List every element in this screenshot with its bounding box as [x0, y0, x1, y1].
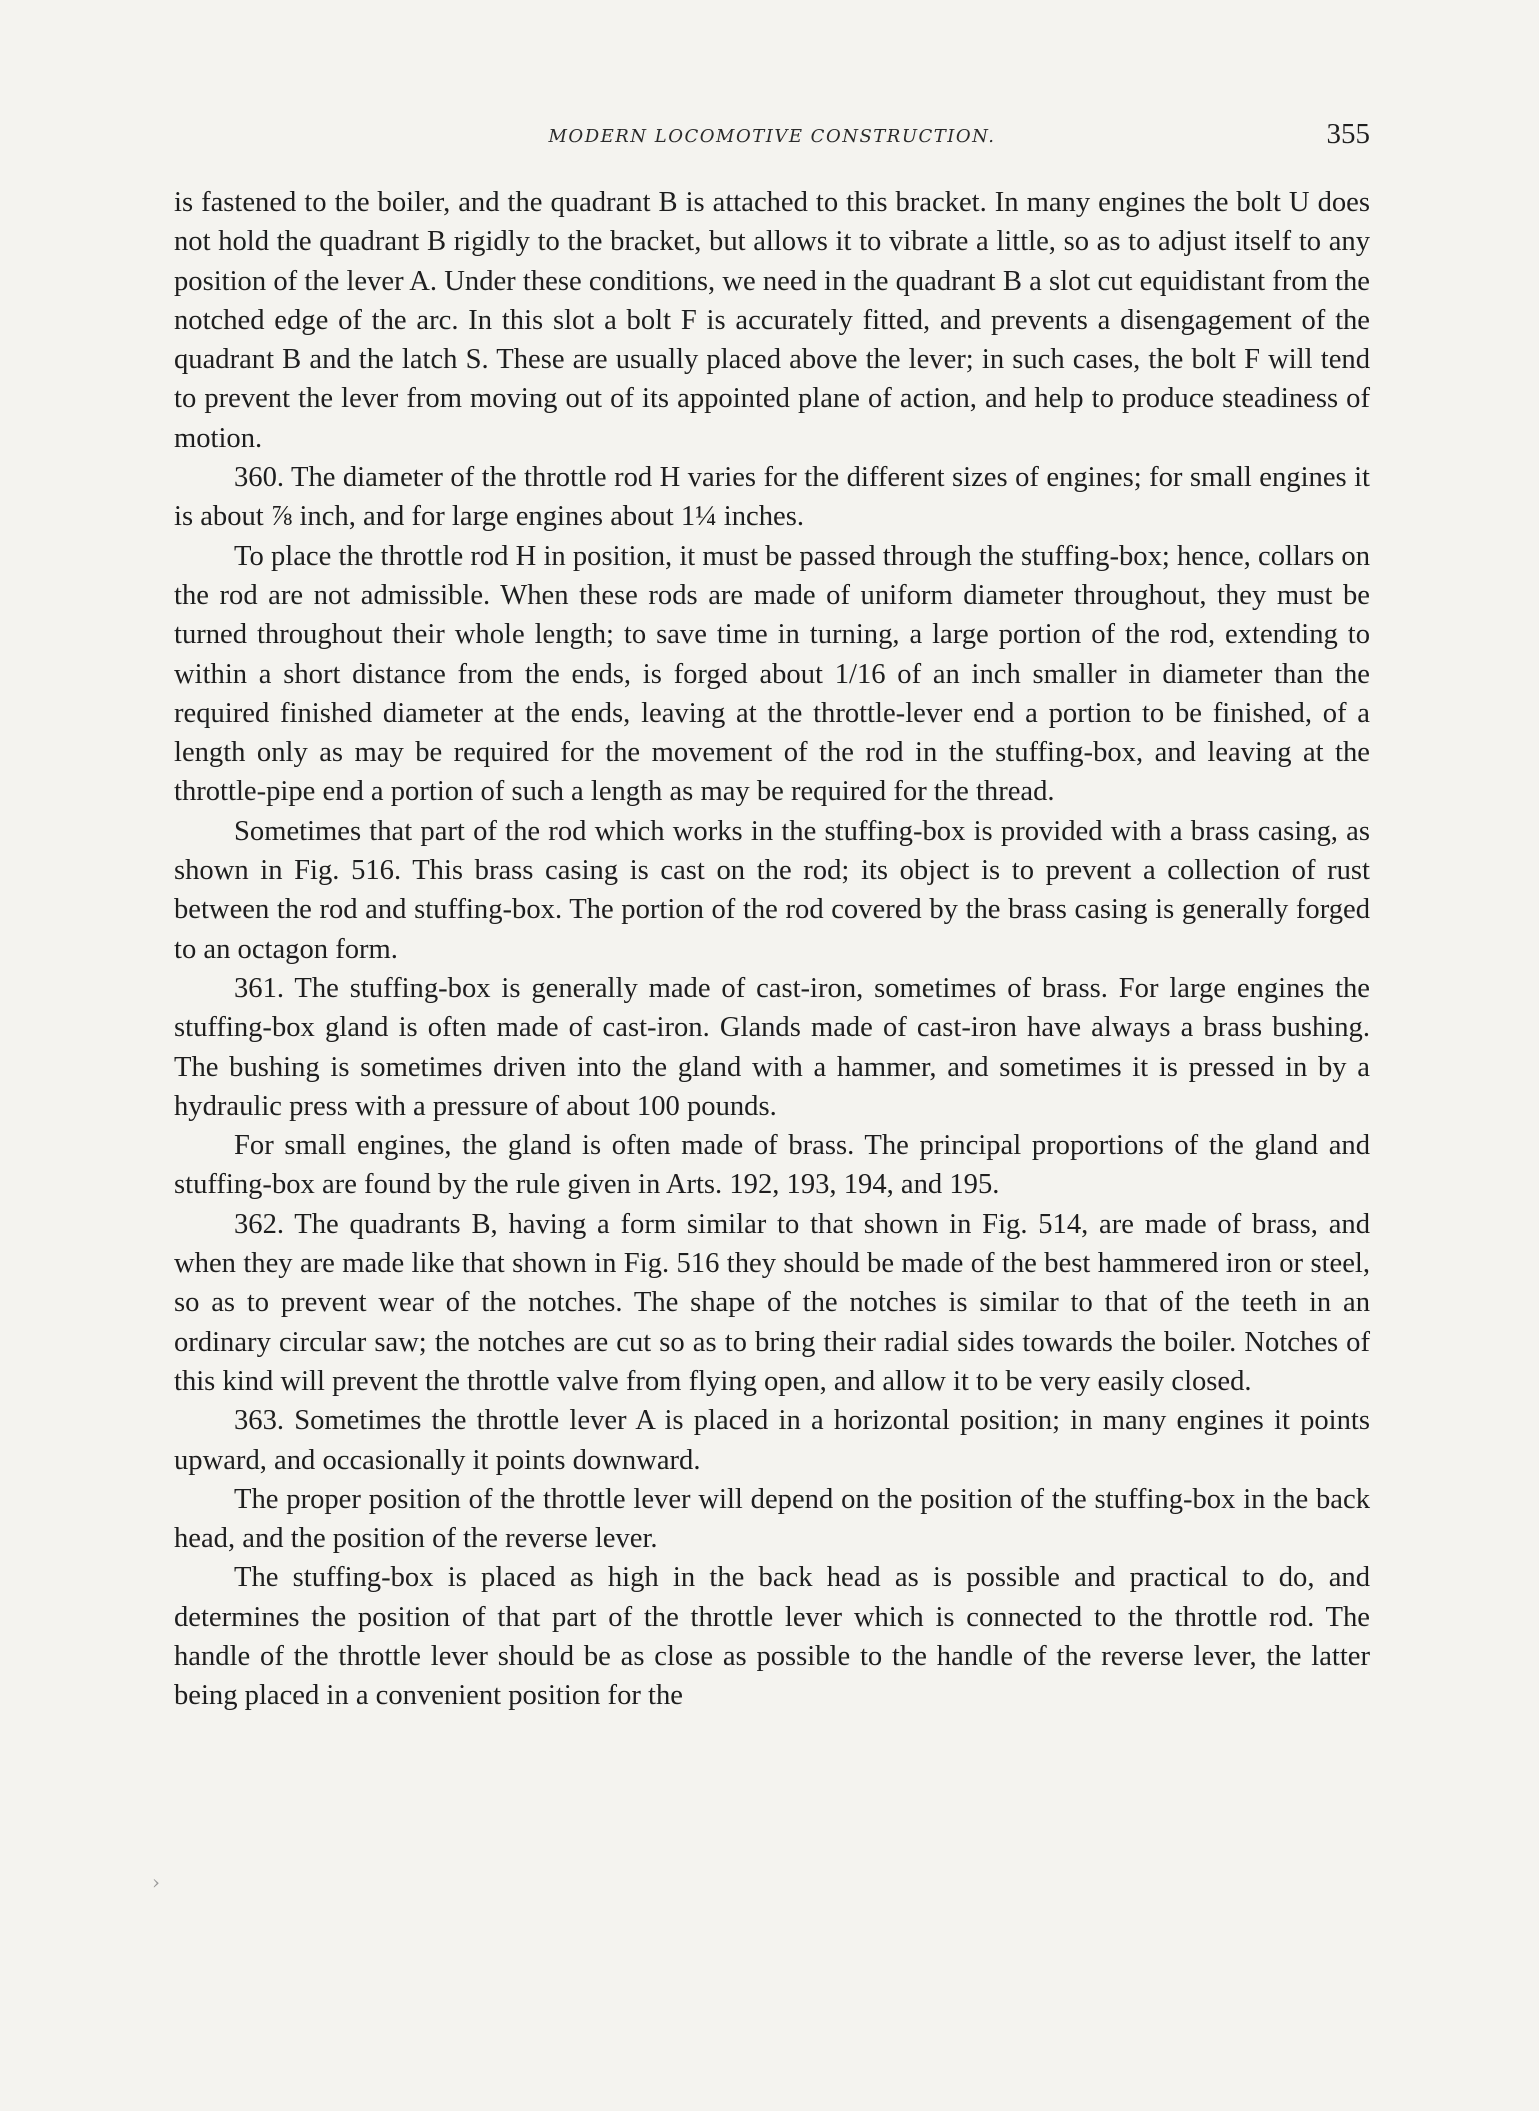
- paragraph-brass-casing: Sometimes that part of the rod which works in the stuffing-box is provided with a brass casing, as shown in Fig. 516. This brass casing is cast on the rod; its object is to prevent a collection of rust between the rod and stuffing-box. The portion of the rod covered by the brass casing is generally forged to an octagon form.: [174, 815, 1370, 965]
- margin-mark: ›: [152, 1870, 160, 1894]
- paragraph-362: 362. The quadrants B, having a form similar to that shown in Fig. 514, are made of brass, and when they are made like that shown in Fig. 516 they should be made of the best hammered iron or steel, so as to prevent wear of the notches. The shape of the notches is similar to that of the teeth in an ordinary circular saw; the notches are cut so as to bring their radial sides towards the boiler. Notches of this kind will prevent the throttle valve from flying open, and allow it to be very easily closed.: [174, 1208, 1370, 1397]
- page-header: [174, 118, 1370, 162]
- body-text: [174, 183, 1370, 1716]
- paragraph-lever-position: The proper position of the throttle lever will depend on the position of the stuffing-box in the back head, and the position of the reverse lever.: [174, 1483, 1370, 1555]
- paragraph-360: 360. The diameter of the throttle rod H varies for the different sizes of engines; for small engines it is about ⅞ inch, and for large engines about 1¼ inches.: [174, 462, 1370, 533]
- running-title: MODERN LOCOMOTIVE CONSTRUCTION.: [548, 126, 996, 147]
- paragraph-361: 361. The stuffing-box is generally made of cast-iron, sometimes of brass. For large engines the stuffing-box gland is often made of cast-iron. Glands made of cast-iron have always a brass bushing. The bushing is sometimes driven into the gland with a hammer, and sometimes it is pressed in by a hydraulic press with a pressure of about 100 pounds.: [174, 972, 1370, 1122]
- paragraph-small-engines-gland: For small engines, the gland is often made of brass. The principal proportions of the gland and stuffing-box are found by the rule given in Arts. 192, 193, 194, and 195.: [174, 1130, 1370, 1201]
- paragraph-throttle-rod-position: To place the throttle rod H in position, it must be passed through the stuffing-box; hence, collars on the rod are not admissible. When these rods are made of uniform diameter throughout, they must be turned throughout their whole length; to save time in turning, a large portion of the rod, extending to within a short distance from the ends, is forged about 1/16 of an inch smaller in diameter than the required finished diameter at the ends, leaving at the throttle-lever end a portion to be finished, of a length only as may be required for the movement of the rod in the stuffing-box, and leaving at the throttle-pipe end a portion of such a length as may be required for the thread.: [174, 540, 1370, 808]
- page-number: 355: [1326, 118, 1370, 150]
- paragraph-continuation: is fastened to the boiler, and the quadrant B is attached to this bracket. In many engines the bolt U does not hold the quadrant B rigidly to the bracket, but allows it to vibrate a little, so as to adjust itself to any position of the lever A. Under these conditions, we need in the quadrant B a slot cut equidistant from the notched edge of the arc. In this slot a bolt F is accurately fitted, and prevents a disengagement of the quadrant B and the latch S. These are usually placed above the lever; in such cases, the bolt F will tend to prevent the lever from moving out of its appointed plane of action, and help to produce steadiness of motion.: [174, 187, 1370, 454]
- paragraph-363: 363. Sometimes the throttle lever A is placed in a horizontal position; in many engines it points upward, and occasionally it points downward.: [174, 1405, 1370, 1476]
- paragraph-stuffing-box-placement: The stuffing-box is placed as high in the back head as is possible and practical to do, and determines the position of that part of the throttle lever which is connected to the throttle rod. The handle of the throttle lever should be as close as possible to the handle of the reverse lever, the latter being placed in a convenient position for the: [174, 1562, 1370, 1712]
